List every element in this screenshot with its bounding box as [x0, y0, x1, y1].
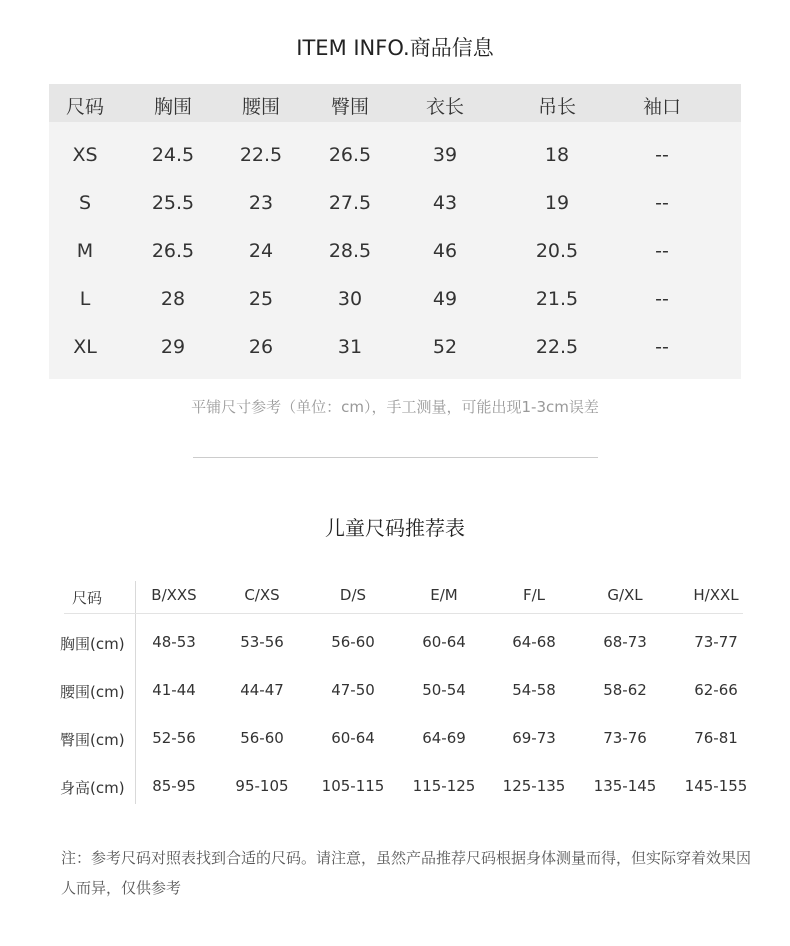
size-table-cell: XL — [73, 336, 97, 358]
size-table-cell: 20.5 — [535, 240, 579, 262]
size-table-cell: 24 — [248, 240, 274, 262]
kids-table-cell: 52-56 — [152, 729, 196, 747]
size-table-cell: 24.5 — [151, 144, 195, 166]
size-header-cell: 吊长 — [537, 96, 577, 118]
size-table-cell: 27.5 — [328, 192, 372, 214]
kids-table-cell: 73-76 — [603, 729, 647, 747]
size-table-cell: 43 — [432, 192, 458, 214]
kids-table-cell: 68-73 — [603, 633, 647, 651]
size-table-cell: 25 — [248, 288, 274, 310]
kids-table-cell: 73-77 — [694, 633, 738, 651]
kids-row-label: 臀围(cm) — [60, 731, 125, 749]
size-table-cell: M — [76, 240, 94, 262]
kids-header-cell: C/XS — [244, 586, 280, 604]
size-table-cell: -- — [655, 288, 669, 310]
size-table-cell: -- — [655, 192, 669, 214]
kids-table-header-rule — [64, 613, 743, 614]
kids-header-cell: H/XXL — [693, 586, 739, 604]
size-table-cell: 46 — [432, 240, 458, 262]
size-table-cell: 22.5 — [535, 336, 579, 358]
kids-table-cell: 48-53 — [152, 633, 196, 651]
size-header-cell: 尺码 — [65, 96, 105, 118]
kids-header-cell: E/M — [430, 586, 458, 604]
kids-table-cell: 47-50 — [331, 681, 375, 699]
kids-table-cell: 50-54 — [422, 681, 466, 699]
size-table-cell: 31 — [337, 336, 363, 358]
kids-table-cell: 58-62 — [603, 681, 647, 699]
size-table-cell: 28 — [160, 288, 186, 310]
kids-header-cell: D/S — [339, 586, 367, 604]
kids-row-label: 身高(cm) — [60, 779, 125, 797]
size-table-cell: 26.5 — [328, 144, 372, 166]
kids-table-cell: 105-115 — [321, 777, 385, 795]
size-table-cell: 26 — [248, 336, 274, 358]
size-table-cell: 26.5 — [151, 240, 195, 262]
recommendation-note: 注：参考尺码对照表找到合适的尺码。请注意，虽然产品推荐尺码根据身体测量而得，但实际穿着效果因人而异，仅供参考 — [61, 849, 752, 897]
size-table-cell: 30 — [337, 288, 363, 310]
kids-table-cell: 69-73 — [512, 729, 556, 747]
kids-header-cell: B/XXS — [151, 586, 197, 604]
size-table-cell: 29 — [160, 336, 186, 358]
section-divider — [193, 457, 598, 458]
kids-table-cell: 54-58 — [512, 681, 556, 699]
size-table-cell: L — [79, 288, 91, 310]
size-table-cell: 19 — [544, 192, 570, 214]
kids-table-cell: 60-64 — [331, 729, 375, 747]
size-table-cell: 22.5 — [239, 144, 283, 166]
kids-table-cell: 76-81 — [694, 729, 738, 747]
kids-table-cell: 53-56 — [240, 633, 284, 651]
size-header-cell: 衣长 — [425, 96, 465, 118]
kids-table-cell: 60-64 — [422, 633, 466, 651]
kids-row-label: 腰围(cm) — [60, 683, 125, 701]
kids-table-cell: 64-69 — [422, 729, 466, 747]
size-table — [49, 84, 741, 379]
size-header-cell: 臀围 — [330, 96, 370, 118]
size-table-cell: -- — [655, 144, 669, 166]
kids-table-cell: 145-155 — [684, 777, 748, 795]
kids-table-cell: 56-60 — [331, 633, 375, 651]
size-table-cell: 28.5 — [328, 240, 372, 262]
kids-table-cell: 115-125 — [412, 777, 476, 795]
kids-header-cell: F/L — [522, 586, 546, 604]
size-header-cell: 腰围 — [241, 96, 281, 118]
size-header-cell: 袖口 — [642, 96, 682, 118]
size-table-cell: 25.5 — [151, 192, 195, 214]
kids-table-vertical-rule — [135, 581, 136, 804]
kids-table-cell: 125-135 — [502, 777, 566, 795]
size-table-cell: 52 — [432, 336, 458, 358]
item-info-title: ITEM INFO.商品信息 — [296, 36, 494, 60]
size-table-cell: 18 — [544, 144, 570, 166]
size-header-cell: 胸围 — [153, 96, 193, 118]
size-table-cell: 23 — [248, 192, 274, 214]
size-table-cell: 21.5 — [535, 288, 579, 310]
kids-table-cell: 64-68 — [512, 633, 556, 651]
size-table-cell: -- — [655, 336, 669, 358]
size-table-cell: XS — [72, 144, 98, 166]
size-table-cell: S — [78, 192, 92, 214]
kids-size-title: 儿童尺码推荐表 — [325, 516, 465, 540]
kids-table-cell: 62-66 — [694, 681, 738, 699]
measurement-note: 平铺尺寸参考（单位：cm），手工测量，可能出现1-3cm误差 — [191, 398, 599, 416]
kids-table-cell: 135-145 — [593, 777, 657, 795]
kids-table-cell: 95-105 — [235, 777, 289, 795]
size-table-header — [49, 84, 741, 122]
size-table-cell: 39 — [432, 144, 458, 166]
size-table-cell: 49 — [432, 288, 458, 310]
kids-table-cell: 41-44 — [152, 681, 196, 699]
kids-row-label: 胸围(cm) — [60, 635, 125, 653]
kids-table-cell: 85-95 — [152, 777, 196, 795]
kids-header-cell: G/XL — [607, 586, 643, 604]
kids-corner-label: 尺码 — [71, 589, 103, 607]
kids-table-cell: 56-60 — [240, 729, 284, 747]
size-table-cell: -- — [655, 240, 669, 262]
kids-table-cell: 44-47 — [240, 681, 284, 699]
